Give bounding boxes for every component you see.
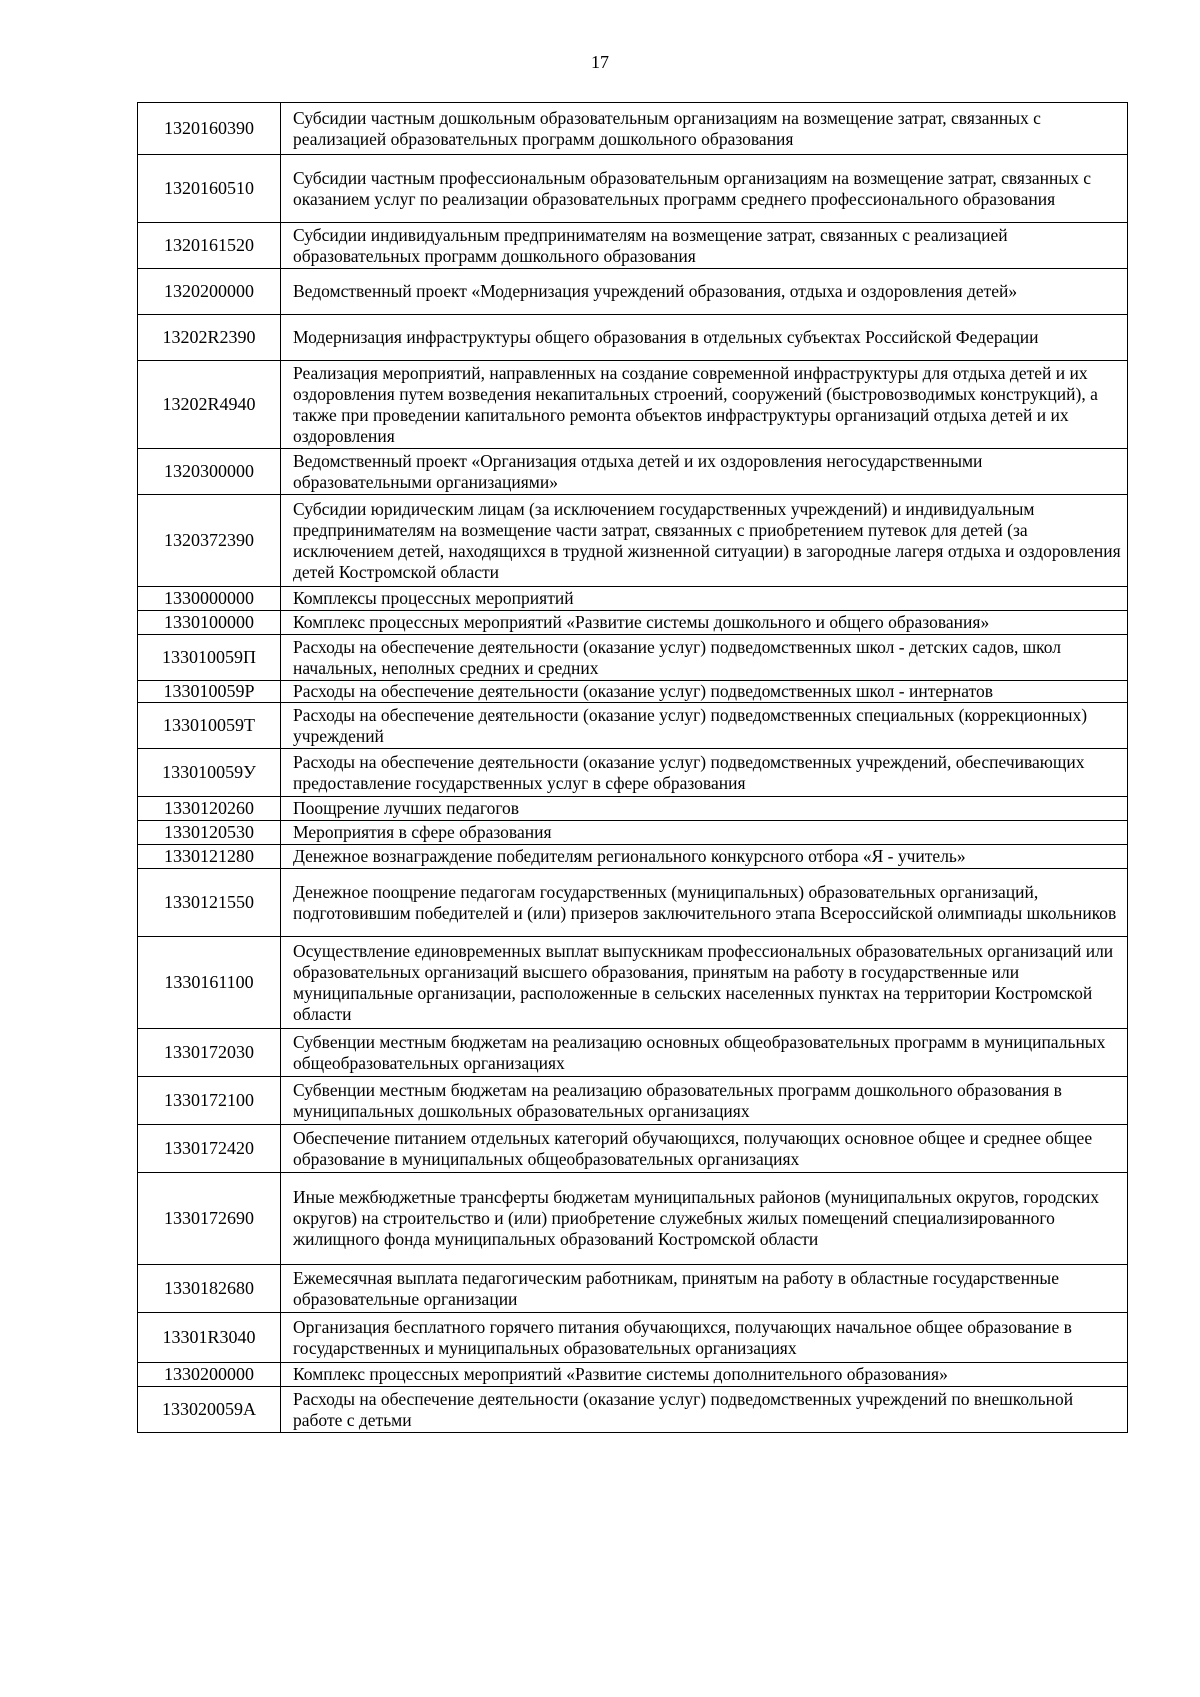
table-row [138, 1173, 1128, 1265]
row-code: 1320161520 [138, 223, 281, 269]
row-name: Комплекс процессных мероприятий «Развитие системы дополнительного образования» [281, 1363, 1128, 1387]
table-row [138, 1265, 1128, 1313]
row-code: 1330121550 [138, 869, 281, 937]
table-row [138, 703, 1128, 749]
row-code: 133010059У [138, 749, 281, 797]
row-code: 1330200000 [138, 1363, 281, 1387]
row-name: Организация бесплатного горячего питания обучающихся, получающих начальное общее образование в государственных и муниципальных образовательных организациях [281, 1313, 1128, 1363]
row-name: Иные межбюджетные трансферты бюджетам муниципальных районов (муниципальных округов, городских округов) на строительство и (или) приобретение служебных жилых помещений специализированного жилищного фонда муниципальных образований Костромской области [281, 1173, 1128, 1265]
row-name: Поощрение лучших педагогов [281, 797, 1128, 821]
table-row [138, 155, 1128, 223]
table-row [138, 611, 1128, 635]
row-name: Осуществление единовременных выплат выпускникам профессиональных образовательных организаций или образовательных организаций высшего образования, принятым на работу в государственные или муниципальные организации, расположенные в сельских населенных пунктах на территории Костромской области [281, 937, 1128, 1029]
row-code: 133010059Р [138, 681, 281, 703]
table-row [138, 361, 1128, 449]
row-code: 1330000000 [138, 587, 281, 611]
row-code: 1330172030 [138, 1029, 281, 1077]
table-row [138, 269, 1128, 315]
row-code: 133020059А [138, 1387, 281, 1433]
row-name: Обеспечение питанием отдельных категорий обучающихся, получающих основное общее и среднее общее образование в муниципальных общеобразовательных организациях [281, 1125, 1128, 1173]
table-row [138, 495, 1128, 587]
table-row [138, 845, 1128, 869]
row-code: 1320160390 [138, 103, 281, 155]
row-name: Субсидии юридическим лицам (за исключением государственных учреждений) и индивидуальным предпринимателям на возмещение части затрат, связанных с приобретением путевок для детей (за исключением детей, находящихся в трудной жизненной ситуации) в загородные лагеря отдыха и оздоровления детей Костромской области [281, 495, 1128, 587]
row-name: Денежное поощрение педагогам государственных (муниципальных) образовательных организаций, подготовившим победителей и (или) призеров заключительного этапа Всероссийской олимпиады школьников [281, 869, 1128, 937]
table-row [138, 635, 1128, 681]
row-name: Ежемесячная выплата педагогическим работникам, принятым на работу в областные государственные образовательные организации [281, 1265, 1128, 1313]
row-name: Субвенции местным бюджетам на реализацию образовательных программ дошкольного образования в муниципальных дошкольных образовательных организациях [281, 1077, 1128, 1125]
table-row [138, 681, 1128, 703]
row-code: 1330172420 [138, 1125, 281, 1173]
table-row [138, 1387, 1128, 1433]
table-row [138, 223, 1128, 269]
row-code: 1320200000 [138, 269, 281, 315]
row-code: 1330100000 [138, 611, 281, 635]
table-row [138, 1029, 1128, 1077]
budget-codes-table [137, 102, 1128, 1433]
row-code: 13202R4940 [138, 361, 281, 449]
row-name: Мероприятия в сфере образования [281, 821, 1128, 845]
table-row [138, 869, 1128, 937]
table-row [138, 315, 1128, 361]
row-code: 133010059Т [138, 703, 281, 749]
row-code: 13202R2390 [138, 315, 281, 361]
table-row [138, 449, 1128, 495]
table-row [138, 797, 1128, 821]
row-name: Комплексы процессных мероприятий [281, 587, 1128, 611]
row-name: Модернизация инфраструктуры общего образования в отдельных субъектах Российской Федерации [281, 315, 1128, 361]
page-number: 17 [591, 52, 609, 72]
row-code: 1330182680 [138, 1265, 281, 1313]
table-row [138, 587, 1128, 611]
row-name: Субсидии индивидуальным предпринимателям на возмещение затрат, связанных с реализацией образовательных программ дошкольного образования [281, 223, 1128, 269]
row-name: Расходы на обеспечение деятельности (оказание услуг) подведомственных школ - интернатов [281, 681, 1128, 703]
row-code: 133010059П [138, 635, 281, 681]
row-name: Реализация мероприятий, направленных на создание современной инфраструктуры для отдыха детей и их оздоровления путем возведения некапитальных строений, сооружений (быстровозводимых конструкций), а также при проведении капитального ремонта объектов инфраструктуры организаций отдыха детей и их оздоровления [281, 361, 1128, 449]
row-name: Ведомственный проект «Организация отдыха детей и их оздоровления негосударственными образовательными организациями» [281, 449, 1128, 495]
table-row [138, 1077, 1128, 1125]
row-name: Субвенции местным бюджетам на реализацию основных общеобразовательных программ в муниципальных общеобразовательных организациях [281, 1029, 1128, 1077]
table-row [138, 103, 1128, 155]
table-row [138, 1125, 1128, 1173]
row-code: 1320160510 [138, 155, 281, 223]
row-code: 1330121280 [138, 845, 281, 869]
row-name: Ведомственный проект «Модернизация учреждений образования, отдыха и оздоровления детей» [281, 269, 1128, 315]
row-name: Расходы на обеспечение деятельности (оказание услуг) подведомственных учреждений по внешкольной работе с детьми [281, 1387, 1128, 1433]
table-row [138, 1363, 1128, 1387]
row-code: 1330120260 [138, 797, 281, 821]
row-name: Расходы на обеспечение деятельности (оказание услуг) подведомственных школ - детских садов, школ начальных, неполных средних и средних [281, 635, 1128, 681]
row-name: Расходы на обеспечение деятельности (оказание услуг) подведомственных учреждений, обеспечивающих предоставление государственных услуг в сфере образования [281, 749, 1128, 797]
row-code: 1330172690 [138, 1173, 281, 1265]
table-row [138, 937, 1128, 1029]
table-row [138, 821, 1128, 845]
row-code: 1330161100 [138, 937, 281, 1029]
table-row [138, 1313, 1128, 1363]
row-name: Комплекс процессных мероприятий «Развитие системы дошкольного и общего образования» [281, 611, 1128, 635]
row-code: 1330172100 [138, 1077, 281, 1125]
row-code: 13301R3040 [138, 1313, 281, 1363]
row-code: 1330120530 [138, 821, 281, 845]
row-name: Субсидии частным профессиональным образовательным организациям на возмещение затрат, связанных с оказанием услуг по реализации образовательных программ среднего профессионального образования [281, 155, 1128, 223]
table-row [138, 749, 1128, 797]
row-name: Денежное вознаграждение победителям регионального конкурсного отбора «Я - учитель» [281, 845, 1128, 869]
row-code: 1320300000 [138, 449, 281, 495]
table-body [138, 103, 1128, 1433]
row-name: Расходы на обеспечение деятельности (оказание услуг) подведомственных специальных (коррекционных) учреждений [281, 703, 1128, 749]
row-code: 1320372390 [138, 495, 281, 587]
row-name: Субсидии частным дошкольным образовательным организациям на возмещение затрат, связанных с реализацией образовательных программ дошкольного образования [281, 103, 1128, 155]
